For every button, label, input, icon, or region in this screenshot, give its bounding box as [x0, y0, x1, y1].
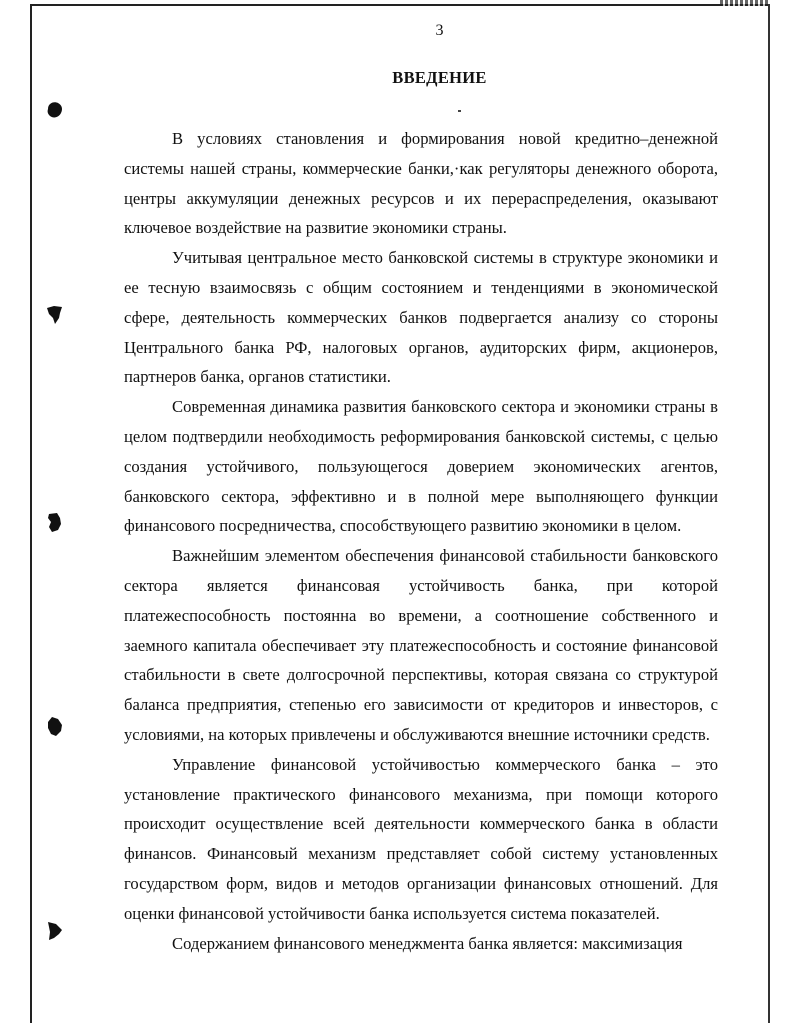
binder-hole-icon	[46, 716, 64, 736]
paragraph: Содержанием финансового менеджмента банка является: максимизация	[172, 933, 683, 953]
binder-hole-icon	[46, 512, 64, 532]
page-title: ВВЕДЕНИЕ	[392, 68, 487, 87]
scan-border-left	[30, 4, 32, 1023]
binder-hole-icon	[46, 920, 64, 940]
paragraph: Современная динамика развития банковского сектора и экономики страны в целом подтвердили необходимость реформирования банковской системы, с целью создания устойчивого, пользующегося доверием экономических агентов, банковского сектора, эффективно и в полной мере выполняющего функции финансового посредничества, способствующего развитию экономики в целом.	[124, 397, 718, 536]
scan-corner-smudge	[720, 0, 768, 6]
binder-hole-icon	[46, 304, 64, 324]
paragraph: В условиях становления и формирования новой кредитно–денежной системы нашей страны, коммерческие банки,·как регуляторы денежного оборота, центры аккумуляции денежных ресурсов и их перераспределения, оказывают ключевое воздействие на развитие экономики страны.	[124, 129, 718, 238]
page-number: 3	[435, 22, 444, 39]
body-text	[124, 124, 718, 958]
scan-border-top	[30, 4, 770, 6]
paragraph: Управление финансовой устойчивостью коммерческого банка – это установление практического финансового механизма, при помощи которого происходит осуществление всей деятельности коммерческого банка в области финансов. Финансовый механизм представляет собой систему установленных государством форм, видов и методов организации финансовых отношений. Для оценки финансовой устойчивости банка используется система показателей.	[124, 754, 718, 923]
scan-dot-mark	[458, 110, 461, 112]
paragraph: Учитывая центральное место банковской системы в структуре экономики и ее тесную взаимосвязь с общим состоянием и тенденциями в экономической сфере, деятельность коммерческих банков подвергается анализу со стороны Центрального банка РФ, налоговых органов, аудиторских фирм, акционеров, партнеров банка, органов статистики.	[124, 248, 718, 387]
scan-border-right	[768, 4, 770, 1023]
binder-hole-icon	[46, 100, 64, 120]
paragraph: Важнейшим элементом обеспечения финансовой стабильности банковского сектора является финансовая устойчивость банка, при которой платежеспособность постоянна во времени, а соотношение собственного и заемного капитала обеспечивает эту платежеспособность и состояние финансовой стабильности в свете долгосрочной перспективы, которая связана со структурой баланса предприятия, степенью его зависимости от кредиторов и инвесторов, с условиями, на которых привлечены и обслуживаются внешние источники средств.	[124, 546, 718, 744]
